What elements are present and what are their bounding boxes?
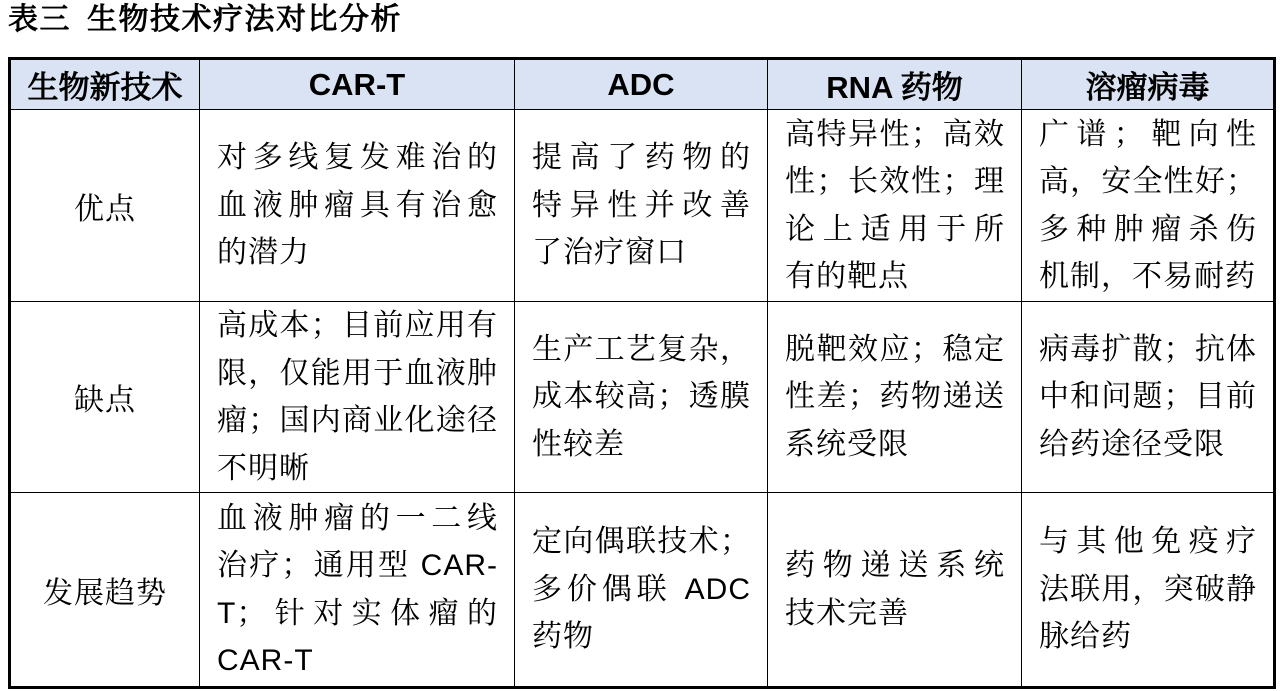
cell-line: 机制，不易耐药 <box>1039 260 1256 293</box>
header-cell-technology: 生物新技术 <box>11 60 200 110</box>
cell-advantages-car-t <box>200 110 515 302</box>
cell-line: 高，安全性好； <box>1039 165 1257 198</box>
table-caption <box>8 2 402 38</box>
cell-disadvantages-car-t <box>200 302 515 493</box>
cell-line: 给药途径受限 <box>1039 427 1225 461</box>
cell-line: 血液肿瘤的一二线 <box>217 501 498 535</box>
cell-line: 多种肿瘤杀伤 <box>1039 212 1257 246</box>
cell-trends-car-t <box>200 493 515 686</box>
cell-advantages-rna-drug <box>768 110 1022 302</box>
cell-advantages-oncolytic-virus <box>1022 110 1273 302</box>
cell-line: 多价偶联 ADC <box>532 572 751 606</box>
cell-line: CAR-T <box>217 644 314 677</box>
table-title: 生物技术疗法对比分析 <box>87 3 402 36</box>
cell-advantages-adc <box>515 110 768 302</box>
cell-disadvantages-oncolytic-virus <box>1022 302 1273 493</box>
cell-line: 药物 <box>532 620 594 654</box>
cell-line: 了治疗窗口 <box>532 236 687 270</box>
cell-line: 血液肿瘤具有治愈 <box>217 188 498 222</box>
header-cell-adc: ADC <box>515 60 768 110</box>
row-label-advantages: 优点 <box>11 110 200 302</box>
header-cell-oncolytic-virus: 溶瘤病毒 <box>1022 60 1273 110</box>
cell-line: T；针对实体瘤的 <box>217 596 498 630</box>
cell-disadvantages-rna-drug <box>768 302 1022 493</box>
cell-line: 法联用，突破静 <box>1039 572 1257 606</box>
cell-trends-adc <box>515 493 768 686</box>
cell-line: 药物递送系统 <box>785 549 1005 582</box>
comparison-table <box>8 57 1276 689</box>
cell-line: 技术完善 <box>785 596 909 630</box>
cell-line: 治疗；通用型 CAR- <box>217 549 498 582</box>
cell-line: 论上适用于所 <box>785 212 1005 246</box>
header-cell-rna-drug: RNA 药物 <box>768 60 1022 110</box>
header-cell-car-t: CAR-T <box>200 60 515 110</box>
cell-line: 生产工艺复杂， <box>532 332 751 366</box>
cell-line: 对多线复发难治的 <box>217 141 498 175</box>
cell-line: 性较差 <box>532 427 625 461</box>
cell-line: 脉给药 <box>1039 620 1132 654</box>
cell-line: 与其他免疫疗 <box>1039 525 1257 559</box>
cell-line: 不明晰 <box>217 451 310 485</box>
cell-line: 的潜力 <box>217 236 310 270</box>
cell-line: 脱靶效应；稳定 <box>785 332 1005 366</box>
cell-line: 性；长效性；理 <box>785 165 1005 198</box>
cell-trends-rna-drug <box>768 493 1022 686</box>
cell-line: 定向偶联技术； <box>532 525 751 559</box>
row-label-disadvantages: 缺点 <box>11 302 200 493</box>
cell-line: 性差；药物递送 <box>785 380 1005 414</box>
cell-trends-oncolytic-virus <box>1022 493 1273 686</box>
cell-line: 特异性并改善 <box>532 188 751 222</box>
cell-line: 成本较高；透膜 <box>532 380 751 414</box>
cell-line: 广谱；靶向性 <box>1039 117 1257 151</box>
cell-line: 病毒扩散；抗体 <box>1039 332 1257 366</box>
cell-line: 系统受限 <box>785 427 909 461</box>
cell-disadvantages-adc <box>515 302 768 493</box>
cell-line: 高特异性；高效 <box>785 117 1005 151</box>
row-label-trends: 发展趋势 <box>11 493 200 686</box>
cell-line: 限，仅能用于血液肿 <box>217 356 498 390</box>
cell-line: 提高了药物的 <box>532 141 751 175</box>
cell-line: 高成本；目前应用有 <box>217 309 498 342</box>
table-number: 表三 <box>8 3 71 36</box>
cell-line: 中和问题；目前 <box>1039 380 1257 414</box>
cell-line: 有的靶点 <box>785 260 909 293</box>
cell-line: 瘤；国内商业化途径 <box>217 404 498 437</box>
